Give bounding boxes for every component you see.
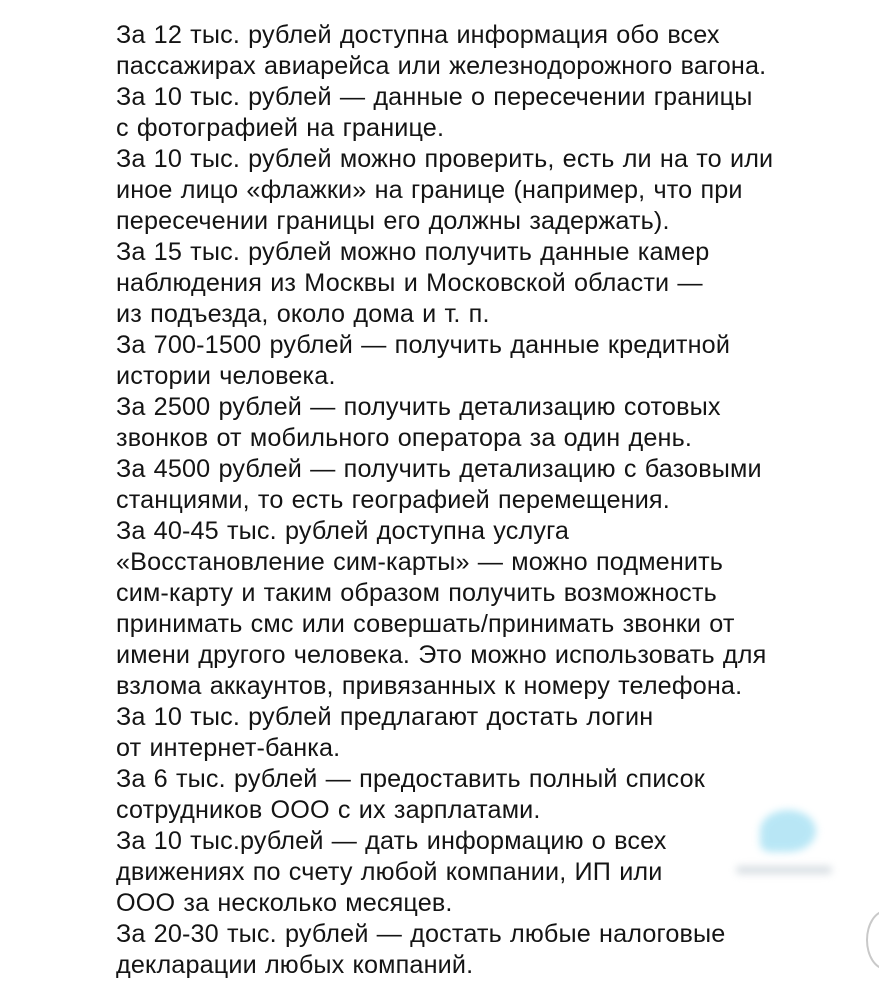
text-line: «Восстановление сим-карты» — можно подменить bbox=[116, 548, 724, 576]
scroll-button-edge[interactable] bbox=[866, 910, 879, 970]
paragraph-3 bbox=[116, 144, 836, 237]
text-line: декларации любых компаний. bbox=[116, 951, 474, 979]
text-line: иное лицо «флажки» на границе (например, что при bbox=[116, 176, 743, 204]
text-line: пересечении границы его должны задержать). bbox=[116, 207, 670, 235]
text-line: взлома аккаунтов, привязанных к номеру телефона. bbox=[116, 672, 743, 700]
text-line: За 15 тыс. рублей можно получить данные камер bbox=[116, 238, 710, 266]
text-line: За 20-30 тыс. рублей — достать любые налоговые bbox=[116, 920, 726, 948]
text-line: За 6 тыс. рублей — предоставить полный список bbox=[116, 765, 705, 793]
text-line: от интернет-банка. bbox=[116, 734, 341, 762]
text-line: ООО за несколько месяцев. bbox=[116, 889, 453, 917]
text-line: имени другого человека. Это можно использовать для bbox=[116, 641, 767, 669]
text-line: За 40-45 тыс. рублей доступна услуга bbox=[116, 517, 570, 545]
text-line: За 10 тыс. рублей можно проверить, есть ли на то или bbox=[116, 145, 774, 173]
text-line: За 4500 рублей — получить детализацию с базовыми bbox=[116, 455, 762, 483]
paragraph-4 bbox=[116, 237, 836, 330]
paragraph-6 bbox=[116, 392, 836, 454]
watermark-caption bbox=[736, 866, 832, 874]
text-line: с фотографией на границе. bbox=[116, 114, 445, 142]
text-line: истории человека. bbox=[116, 362, 336, 390]
text-line: За 700-1500 рублей — получить данные кредитной bbox=[116, 331, 731, 359]
chat-bubble-icon bbox=[760, 810, 816, 852]
text-line: станциями, то есть географией перемещения. bbox=[116, 486, 670, 514]
watermark-logo bbox=[728, 800, 838, 895]
paragraph-9 bbox=[116, 702, 836, 764]
text-line: За 10 тыс. рублей — данные о пересечении границы bbox=[116, 83, 753, 111]
text-line: наблюдения из Москвы и Московской области — bbox=[116, 269, 703, 297]
text-line: сим-карту и таким образом получить возможность bbox=[116, 579, 717, 607]
paragraph-1 bbox=[116, 20, 836, 82]
paragraph-8 bbox=[116, 516, 836, 702]
paragraph-2 bbox=[116, 82, 836, 144]
text-line: пассажирах авиарейса или железнодорожного вагона. bbox=[116, 52, 767, 80]
paragraph-5 bbox=[116, 330, 836, 392]
text-line: За 2500 рублей — получить детализацию сотовых bbox=[116, 393, 721, 421]
paragraph-7 bbox=[116, 454, 836, 516]
text-line: принимать смс или совершать/принимать звонки от bbox=[116, 610, 735, 638]
text-line: За 12 тыс. рублей доступна информация обо всех bbox=[116, 21, 720, 49]
text-line: За 10 тыс.рублей — дать информацию о всех bbox=[116, 827, 667, 855]
text-line: За 10 тыс. рублей предлагают достать логин bbox=[116, 703, 654, 731]
text-line: сотрудников ООО с их зарплатами. bbox=[116, 796, 541, 824]
paragraph-12 bbox=[116, 919, 836, 981]
text-line: звонков от мобильного оператора за один день. bbox=[116, 424, 692, 452]
text-line: из подъезда, около дома и т. п. bbox=[116, 300, 490, 328]
text-line: движениях по счету любой компании, ИП или bbox=[116, 858, 663, 886]
